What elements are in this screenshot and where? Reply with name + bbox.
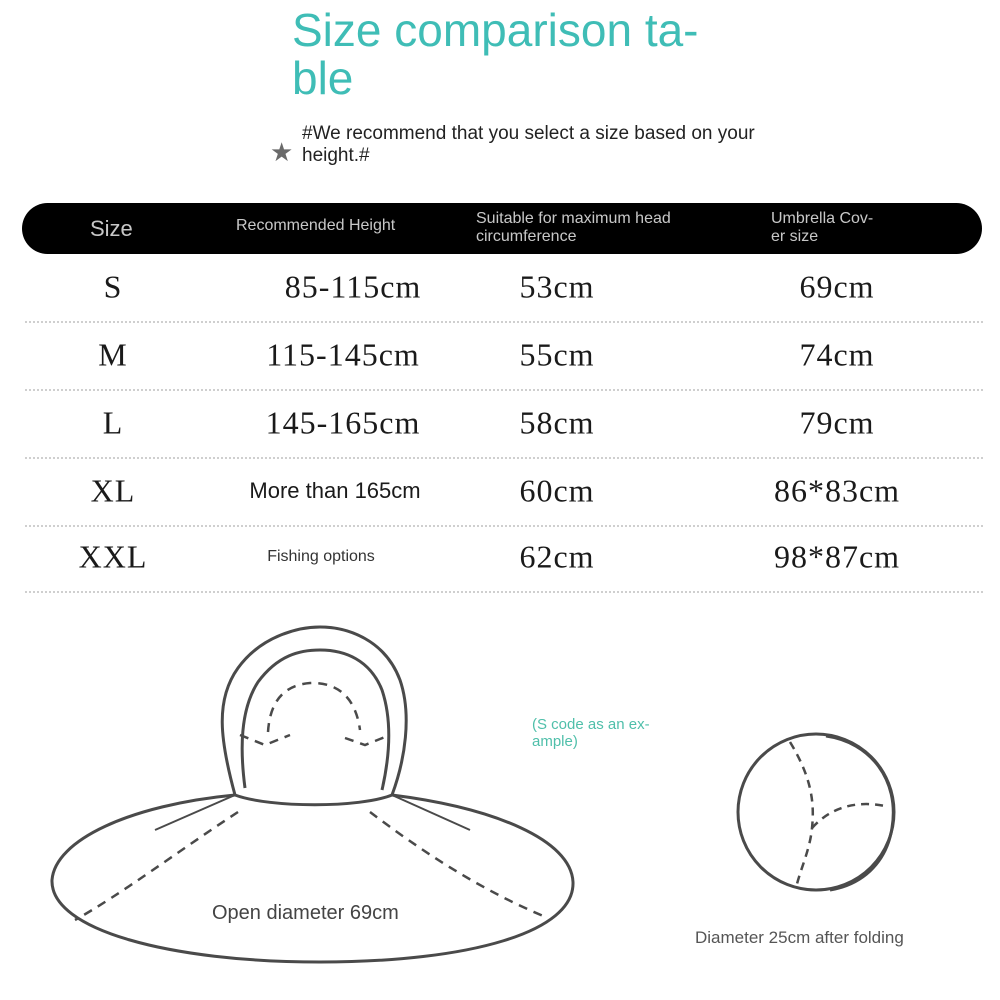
head-cell: 60cm	[519, 472, 595, 509]
header-size: Size	[90, 216, 133, 241]
table-row	[25, 253, 983, 323]
head-cell: 53cm	[519, 268, 595, 305]
table-row	[25, 523, 983, 593]
header-umbrella-size: Umbrella Cov- er size	[771, 210, 874, 245]
folded-umbrella-rim	[826, 736, 893, 890]
header-height: Recommended Height	[236, 217, 396, 234]
size-cell: M	[98, 336, 128, 373]
open-diameter-label: Open diameter 69cm	[212, 902, 399, 924]
height-cell: 145-165cm	[265, 404, 421, 441]
height-cell: Fishing options	[267, 548, 375, 565]
head-cell: 55cm	[519, 336, 595, 373]
height-cell: More than 165cm	[249, 478, 421, 503]
star-icon: ★	[270, 137, 294, 167]
header-head-circumference: Suitable for maximum head circumference	[476, 210, 671, 245]
umbrella-cell: 86*83cm	[773, 472, 901, 509]
table-row	[25, 389, 983, 459]
umbrella-cell: 79cm	[799, 404, 875, 441]
head-cell: 58cm	[519, 404, 595, 441]
umbrella-cell: 74cm	[799, 336, 875, 373]
folded-umbrella-drawing	[738, 734, 894, 890]
head-cell: 62cm	[519, 538, 595, 575]
height-cell: 115-145cm	[266, 336, 420, 373]
size-cell: S	[103, 268, 123, 305]
open-umbrella-hood-inner	[242, 650, 389, 790]
open-umbrella-hood	[222, 627, 406, 805]
table-header	[22, 203, 982, 254]
size-cell: L	[102, 404, 124, 441]
open-umbrella-dashes	[75, 683, 548, 920]
open-umbrella-brim	[52, 795, 573, 962]
table-row	[25, 321, 983, 391]
umbrella-cell: 69cm	[799, 268, 875, 305]
size-cell: XL	[90, 472, 136, 509]
page-title: Size comparison ta- ble	[292, 4, 699, 104]
umbrella-cell: 98*87cm	[773, 538, 901, 575]
size-cell: XXL	[78, 538, 148, 575]
height-cell: 85-115cm	[284, 268, 422, 305]
size-recommendation: #We recommend that you select a size based on your height.#	[302, 123, 755, 166]
size-example-note: (S code as an ex- ample)	[532, 716, 650, 750]
folded-diameter-label: Diameter 25cm after folding	[695, 928, 904, 947]
table-row	[25, 457, 983, 527]
